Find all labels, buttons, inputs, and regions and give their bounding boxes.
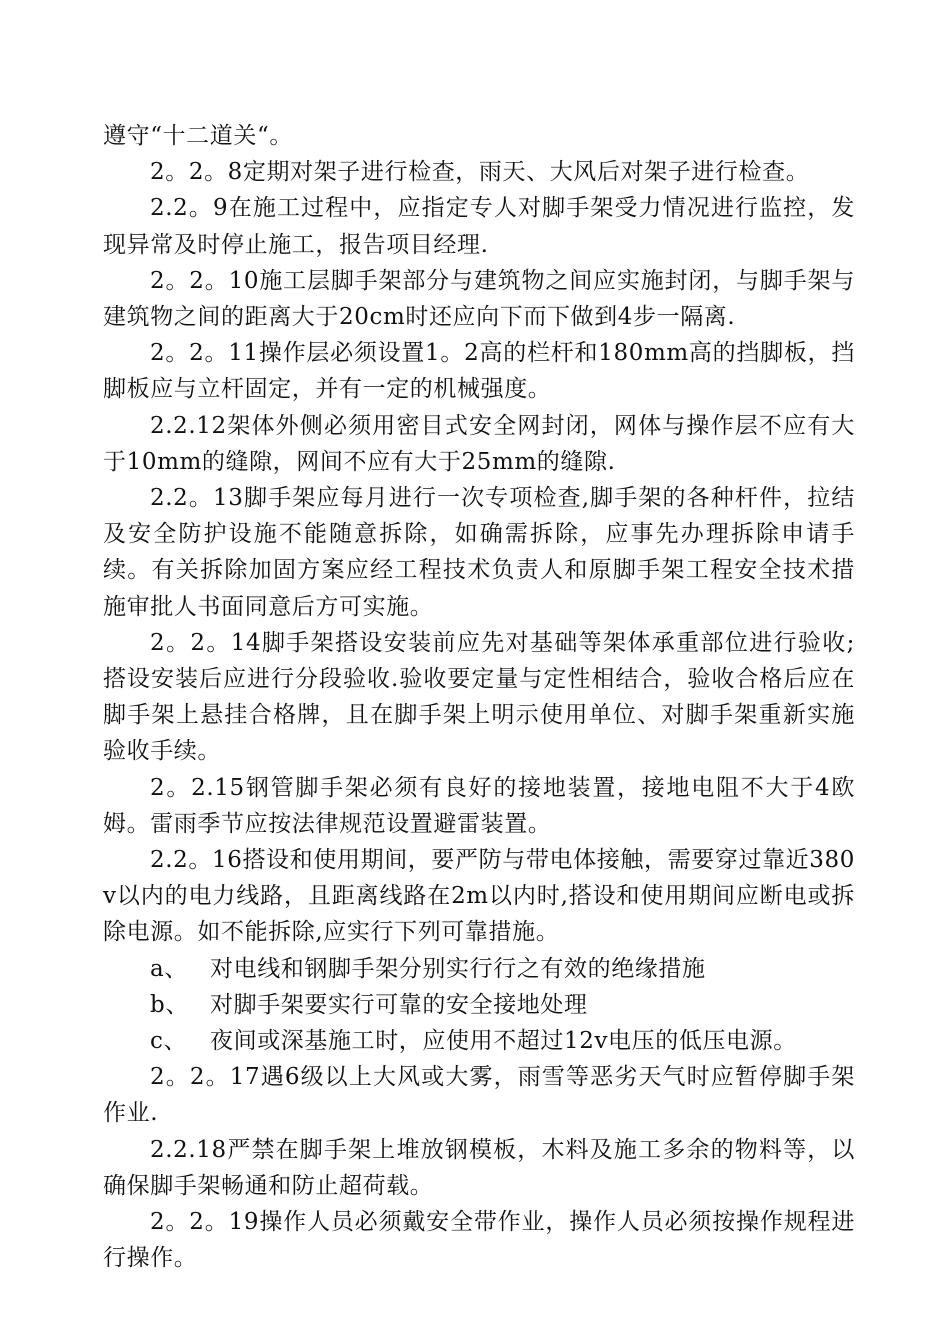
document-body [103, 118, 855, 1277]
paragraph-2-2-12: 2.2.12架体外侧必须用密目式安全网封闭，网体与操作层不应有大于10mm的缝隙，网间不应有大于25mm的缝隙. [103, 412, 855, 475]
list-item-a [103, 951, 855, 987]
paragraph-2-2-16: 2.2。16搭设和使用期间，要严防与带电体接触，需要穿过靠近380v以内的电力线路，且距离线路在2m以内时,搭设和使用期间应断电或拆除电源。如不能拆除,应实行下列可靠措施。 [103, 847, 855, 946]
list-item-text: 夜间或深基施工时，应使用不超过12v电压的低压电源。 [210, 1028, 797, 1055]
paragraph-2-2-9: 2.2。9在施工过程中，应指定专人对脚手架受力情况进行监控，发现异常及时停止施工，报告项目经理. [103, 195, 855, 258]
list-marker: b、 [150, 991, 189, 1018]
list-item-b [103, 987, 855, 1023]
paragraph-2-2-19: 2。2。19操作人员必须戴安全带作业，操作人员必须按操作规程进行操作。 [103, 1209, 855, 1272]
paragraph-2-2-11: 2。2。11操作层必须设置1。2高的栏杆和180mm高的挡脚板，挡脚板应与立杆固定，并有一定的机械强度。 [103, 340, 855, 403]
paragraph-2-2-17: 2。2。17遇6级以上大风或大雾，雨雪等恶劣天气时应暂停脚手架作业. [103, 1064, 855, 1127]
paragraph-2-2-13: 2.2。13脚手架应每月进行一次专项检查,脚手架的各种杆件，拉结及安全防护设施不能随意拆除，如确需拆除，应事先办理拆除申请手续。有关拆除加固方案应经工程技术负责人和原脚手架工程安全技术措施审批人书面同意后方可实施。 [103, 485, 855, 620]
paragraph-2-2-10: 2。2。10施工层脚手架部分与建筑物之间应实施封闭，与脚手架与建筑物之间的距离大于20cm时还应向下而下做到4步一隔离. [103, 267, 855, 331]
paragraph-continuation: 遵守“十二道关“。 [103, 123, 293, 149]
paragraph-2-2-8: 2。2。8定期对架子进行检查，雨天、大风后对架子进行检查。 [150, 159, 810, 186]
paragraph-2-2-15: 2。2.15钢管脚手架必须有良好的接地装置，接地电阻不大于4欧姆。雷雨季节应按法律规范设置避雷装置。 [103, 774, 855, 837]
list-marker: c、 [150, 1028, 188, 1055]
paragraph-2-2-18: 2.2.18严禁在脚手架上堆放钢模板，木料及施工多余的物料等，以确保脚手架畅通和防止超荷载。 [103, 1136, 855, 1199]
list-marker: a、 [150, 955, 188, 982]
list-item-text: 对电线和钢脚手架分别实行行之有效的绝缘措施 [210, 955, 706, 982]
list-item-c [103, 1023, 855, 1059]
list-item-text: 对脚手架要实行可靠的安全接地处理 [210, 991, 588, 1018]
paragraph-2-2-14: 2。2。14脚手架搭设安装前应先对基础等架体承重部位进行验收;搭设安装后应进行分段验收.验收要定量与定性相结合，验收合格后应在脚手架上悬挂合格牌，且在脚手架上明示使用单位、对脚手架重新实施验收手续。 [103, 629, 855, 765]
